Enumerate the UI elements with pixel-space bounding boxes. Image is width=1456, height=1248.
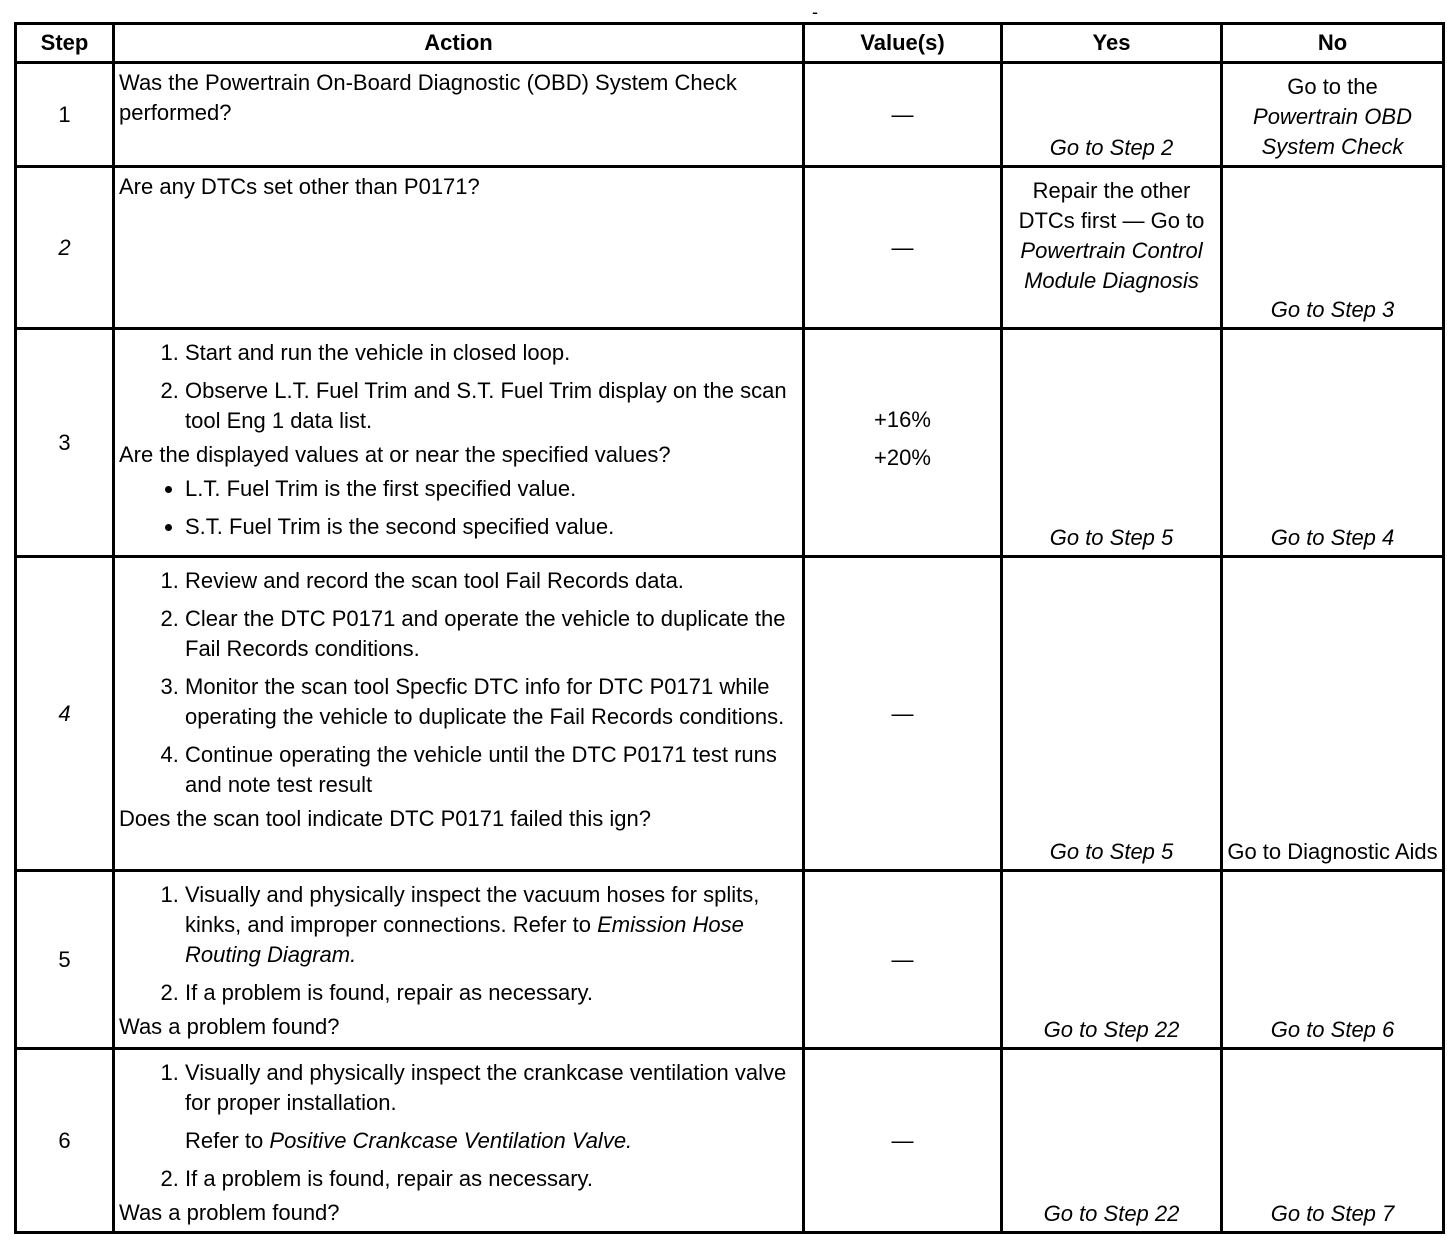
action-step-item [185, 880, 798, 970]
value-lt-fuel-trim: +16% [874, 406, 931, 432]
no-cell [1222, 871, 1444, 1049]
header-action: Action [114, 24, 804, 63]
action-steps [119, 566, 798, 800]
action-step-ref [185, 1126, 798, 1156]
action-steps [119, 1058, 798, 1194]
action-cell [114, 871, 804, 1049]
table-row [16, 167, 1444, 329]
no-cell [1222, 1049, 1444, 1233]
header-values: Value(s) [804, 24, 1002, 63]
action-question: Are any DTCs set other than P0171? [119, 174, 480, 199]
yes-link[interactable]: Go to Step 22 [1043, 1201, 1180, 1226]
step-number: 6 [16, 1049, 114, 1233]
action-step-item: 1. Review and record the scan tool Fail Records data. [185, 566, 798, 596]
no-prefix: Go to the [1287, 74, 1378, 99]
no-cell [1222, 63, 1444, 167]
action-question: Does the scan tool indicate DTC P0171 failed this ign? [119, 806, 651, 831]
action-question: Was a problem found? [119, 1200, 340, 1225]
action-cell [114, 1049, 804, 1233]
step-number: 5 [16, 871, 114, 1049]
yes-cell [1002, 167, 1222, 329]
action-cell [114, 63, 804, 167]
action-step-text: Visually and physically inspect the vacuum hoses for splits, kinks, and improper connections. Refer to [185, 882, 760, 937]
yes-cell [1002, 871, 1222, 1049]
step-number: 4 [16, 557, 114, 871]
header-no: No [1222, 24, 1444, 63]
header-row [16, 24, 1444, 63]
action-step-item [185, 1058, 798, 1156]
action-step-item: 4. Continue operating the vehicle until the DTC P0171 test runs and note test result [185, 740, 798, 800]
yes-cell [1002, 557, 1222, 871]
action-question: Are the displayed values at or near the specified values? [119, 442, 671, 467]
step-number: 2 [16, 167, 114, 329]
value-cell: — [804, 63, 1002, 167]
yes-link[interactable]: Powertrain Control Module Diagnosis [1020, 238, 1203, 293]
no-link[interactable]: Powertrain OBD System Check [1253, 104, 1412, 159]
no-link[interactable]: Go to Step 3 [1270, 297, 1395, 322]
table-row [16, 329, 1444, 557]
table-row [16, 871, 1444, 1049]
no-cell [1222, 167, 1444, 329]
action-question: Was the Powertrain On-Board Diagnostic (OBD) System Check performed? [119, 70, 737, 125]
action-bullet-item: • L.T. Fuel Trim is the first specified value. [185, 474, 798, 504]
action-question: Was a problem found? [119, 1014, 340, 1039]
action-step-item: 2. If a problem is found, repair as necessary. [185, 978, 798, 1008]
action-step-item: 2. If a problem is found, repair as necessary. [185, 1164, 798, 1194]
diagnostic-table [14, 22, 1445, 1234]
no-link[interactable]: Go to Diagnostic Aids [1227, 839, 1438, 864]
action-step-item: 2. Observe L.T. Fuel Trim and S.T. Fuel Trim display on the scan tool Eng 1 data list. [185, 376, 798, 436]
action-step-item: 3. Monitor the scan tool Specfic DTC info for DTC P0171 while operating the vehicle to duplicate the Fail Records conditions. [185, 672, 798, 732]
header-step: Step [16, 24, 114, 63]
value-cell [804, 329, 1002, 557]
yes-cell [1002, 63, 1222, 167]
value-st-fuel-trim: +20% [874, 444, 931, 470]
no-cell [1222, 329, 1444, 557]
action-bullet-item: • S.T. Fuel Trim is the second specified value. [185, 512, 798, 542]
stray-mark: - [812, 2, 818, 22]
value-cell: — [804, 1049, 1002, 1233]
action-step-link[interactable]: Emission Hose Routing Diagram. [185, 912, 744, 967]
value-cell: — [804, 871, 1002, 1049]
table-row [16, 63, 1444, 167]
yes-link[interactable]: Go to Step 5 [1049, 525, 1174, 550]
value-cell: — [804, 557, 1002, 871]
yes-link[interactable]: Go to Step 2 [1049, 135, 1174, 160]
no-cell [1222, 557, 1444, 871]
no-link[interactable]: Go to Step 7 [1270, 1201, 1395, 1226]
step-number: 1 [16, 63, 114, 167]
step-number: 3 [16, 329, 114, 557]
action-step-item: 2. Clear the DTC P0171 and operate the vehicle to duplicate the Fail Records conditions. [185, 604, 798, 664]
action-steps [119, 338, 798, 436]
value-cell: — [804, 167, 1002, 329]
action-bullets [119, 474, 798, 542]
yes-link[interactable]: Go to Step 5 [1049, 839, 1174, 864]
action-step-ref-prefix: Refer to [185, 1128, 264, 1153]
yes-cell [1002, 1049, 1222, 1233]
table-row [16, 557, 1444, 871]
action-cell [114, 329, 804, 557]
yes-prefix: Repair the other DTCs first — Go to [1018, 178, 1205, 233]
table-row [16, 1049, 1444, 1233]
action-step-text: Visually and physically inspect the crankcase ventilation valve for proper installation. [185, 1060, 787, 1115]
action-cell [114, 557, 804, 871]
no-link[interactable]: Go to Step 6 [1270, 1017, 1395, 1042]
yes-cell [1002, 329, 1222, 557]
action-steps [119, 880, 798, 1008]
header-yes: Yes [1002, 24, 1222, 63]
no-link[interactable]: Go to Step 4 [1270, 525, 1395, 550]
action-step-link[interactable]: Positive Crankcase Ventilation Valve. [269, 1128, 633, 1153]
action-step-item: 1. Start and run the vehicle in closed loop. [185, 338, 798, 368]
action-cell [114, 167, 804, 329]
yes-link[interactable]: Go to Step 22 [1043, 1017, 1180, 1042]
